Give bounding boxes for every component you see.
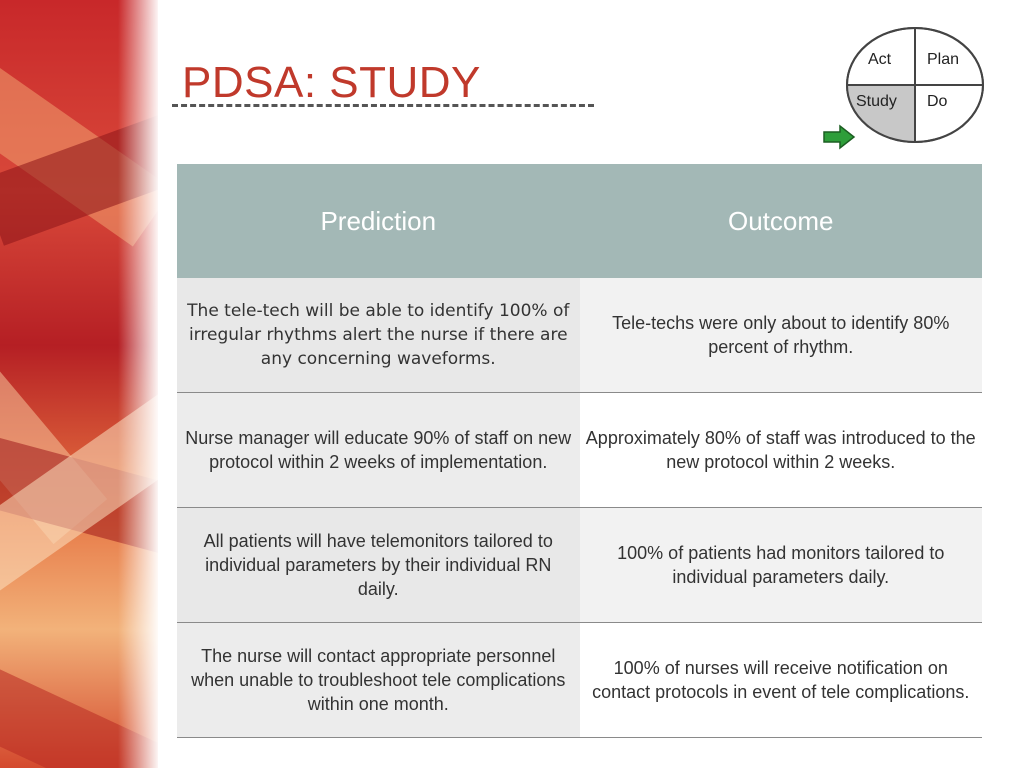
header-prediction: Prediction [177,164,580,278]
header-outcome: Outcome [580,164,983,278]
pdsa-cycle-diagram [846,27,984,143]
outcome-cell: Tele-techs were only about to identify 80% percent of rhythm. [580,278,983,393]
decorative-side-art [0,0,158,768]
cycle-label-plan: Plan [927,51,960,68]
table-row [177,508,982,623]
cycle-label-act: Act [868,51,892,68]
page-title: PDSA: STUDY [182,58,481,107]
outcome-cell: 100% of nurses will receive notification on contact protocols in event of tele complications. [580,623,983,738]
prediction-cell: The tele-tech will be able to identify 100% of irregular rhythms alert the nurse if there are any concerning waveforms. [177,278,580,393]
table-header-row [177,164,982,278]
cycle-label-do: Do [927,93,948,110]
prediction-cell: All patients will have telemonitors tailored to individual parameters by their individual RN daily. [177,508,580,623]
prediction-cell: The nurse will contact appropriate personnel when unable to troubleshoot tele complications within one month. [177,623,580,738]
green-arrow-icon [822,124,856,150]
table-row [177,393,982,508]
table-row [177,278,982,393]
pdsa-study-table [177,164,982,738]
outcome-cell: 100% of patients had monitors tailored to individual parameters daily. [580,508,983,623]
prediction-cell: Nurse manager will educate 90% of staff on new protocol within 2 weeks of implementation. [177,393,580,508]
table-row [177,623,982,738]
title-underline [172,104,594,107]
cycle-label-study: Study [856,93,897,110]
outcome-cell: Approximately 80% of staff was introduced to the new protocol within 2 weeks. [580,393,983,508]
